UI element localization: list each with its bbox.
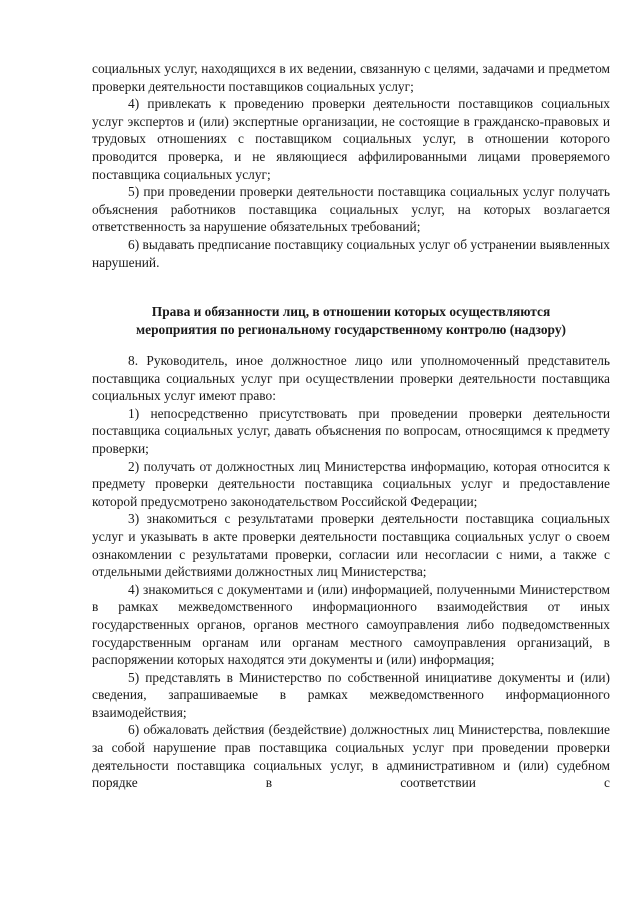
right-item-2: 2) получать от должностных лиц Министерства информацию, которая относится к предмету проверки деятельности поставщика социальных услуг и предоставление которой предусмотрено законодательством Российской Федерации; [92, 458, 610, 509]
section-heading-line-1: Права и обязанности лиц, в отношении которых осуществляются [151, 304, 551, 319]
right-item-6: 6) обжаловать действия (бездействие) должностных лиц Министерства, повлекшие за собой нарушение прав поставщика социальных услуг при проведении проверки деятельности поставщика социальных услуг, в административном и (или) судебном порядке в соответствии с [92, 722, 610, 791]
paragraph-8: 8. Руководитель, иное должностное лицо или уполномоченный представитель поставщика социальных услуг при осуществлении проверки деятельности поставщика социальных услуг имеют право: [92, 353, 610, 404]
paragraph-item-4: 4) привлекать к проведению проверки деятельности поставщиков социальных услуг экспертов и (или) экспертные организации, не состоящие в гражданско-правовых и трудовых отношениях с поставщиком социальных услуг, в отношении которого проводится проверка, и не являющиеся аффилированными лицами проверяемого поставщика социальных услуг; [92, 96, 610, 182]
rights-section [92, 352, 610, 792]
paragraph-item-6: 6) выдавать предписание поставщику социальных услуг об устранении выявленных нарушений. [92, 236, 610, 270]
top-section [92, 60, 610, 271]
right-item-1: 1) непосредственно присутствовать при проведении проверки деятельности поставщика социальных услуг, давать объяснения по вопросам, относящимся к предмету проверки; [92, 405, 610, 456]
section-heading-line-2: мероприятия по региональному государственному контролю (надзору) [136, 321, 566, 337]
paragraph-item-5: 5) при проведении проверки деятельности поставщика социальных услуг получать объяснения работников поставщика социальных услуг, на которых возлагается ответственность за нарушение обязательных требований; [92, 184, 610, 235]
right-item-5: 5) представлять в Министерство по собственной инициативе документы и (или) сведения, запрашиваемые в рамках межведомственного информационного взаимодействия; [92, 669, 610, 720]
right-item-4: 4) знакомиться с документами и (или) информацией, полученными Министерством в рамках межведомственного информационного взаимодействия от иных государственных органов, органов местного самоуправления либо подведомственных государственным органам или органам местного самоуправления организаций, в распоряжении которых находятся эти документы и (или) информация; [92, 581, 610, 668]
section-heading [92, 303, 610, 338]
right-item-3: 3) знакомиться с результатами проверки деятельности поставщика социальных услуг и указывать в акте проверки деятельности поставщика социальных услуг о своем ознакомлении с результатами проверки, согласии или несогласии с ними, а также с отдельными действиями должностных лиц Министерства; [92, 511, 610, 580]
paragraph-continuation: социальных услуг, находящихся в их ведении, связанную с целями, задачами и предметом проверки деятельности поставщиков социальных услуг; [92, 61, 610, 94]
